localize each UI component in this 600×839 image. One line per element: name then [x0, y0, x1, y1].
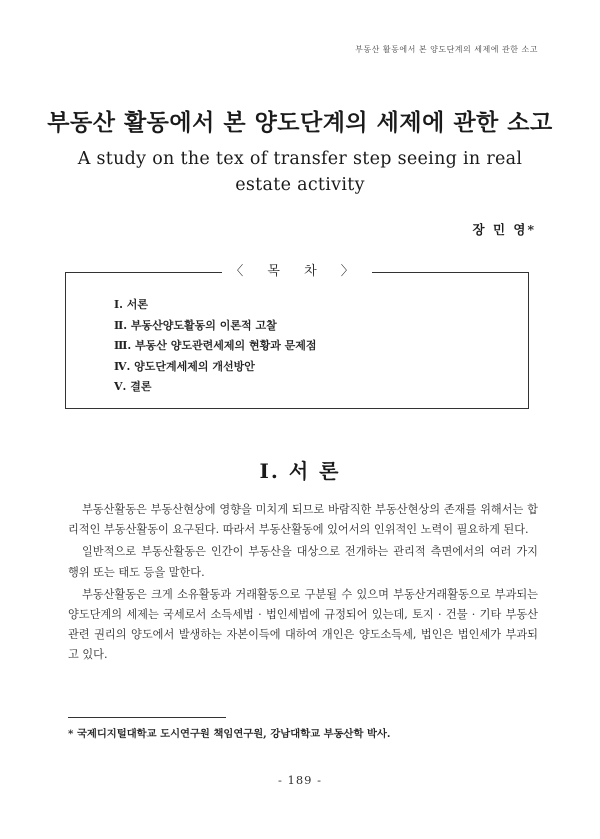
paragraph: 부동산활동은 크게 소유활동과 거래활동으로 구분될 수 있으며 부동산거래활동으로 부과되는 양도단계의 세제는 국세로서 소득세법 · 법인세법에 규정되어 있는데, 토지 · 건물 · 기타 부동산관련 권리의 양도에서 발생하는 자본이득에 대하여 개인은 양도소득세, 법인은 법인세가 부과되고 있다. [68, 587, 538, 662]
running-header: 부동산 활동에서 본 양도단계의 세제에 관한 소고 [355, 45, 538, 54]
toc-item: Ⅱ. 부동산양도활동의 이론적 고찰 [114, 318, 277, 332]
toc-heading: 〈 목 차 〉 [66, 263, 528, 281]
toc-item: Ⅴ. 결론 [114, 380, 152, 393]
toc-item: Ⅰ. 서론 [114, 298, 149, 311]
paragraph: 부동산활동은 부동산현상에 영향을 미치게 되므로 바람직한 부동산현상의 존재를 위해서는 합리적인 부동산활동이 요구된다. 따라서 부동산활동에 있어서의 인위적인 노력이 필요하게 된다. [68, 503, 538, 537]
page-number: - 189 - [277, 773, 323, 787]
toc-item: Ⅲ. 부동산 양도관련세제의 현황과 문제점 [114, 339, 317, 352]
author-name: 장 민 영* [472, 222, 536, 237]
footnote: * 국제디지털대학교 도시연구원 책임연구원, 강남대학교 부동산학 박사. [68, 728, 391, 740]
title-korean: 부동산 활동에서 본 양도단계의 세제에 관한 소고 [47, 109, 553, 136]
paragraph: 일반적으로 부동산활동은 인간이 부동산을 대상으로 전개하는 관리적 측면에서의 여러 가지 행위 또는 태도 등을 말한다. [68, 545, 538, 579]
toc-item: Ⅳ. 양도단계세제의 개선방안 [114, 359, 255, 373]
toc-list [114, 295, 317, 398]
footnote-divider [68, 717, 226, 718]
title-english: A study on the tex of transfer step seeing in real estate activity [77, 149, 523, 195]
section-heading: Ⅰ. 서 론 [259, 459, 341, 483]
body-text [68, 500, 538, 668]
table-of-contents [65, 264, 529, 409]
toc-heading-label: 목 차 [267, 264, 327, 279]
